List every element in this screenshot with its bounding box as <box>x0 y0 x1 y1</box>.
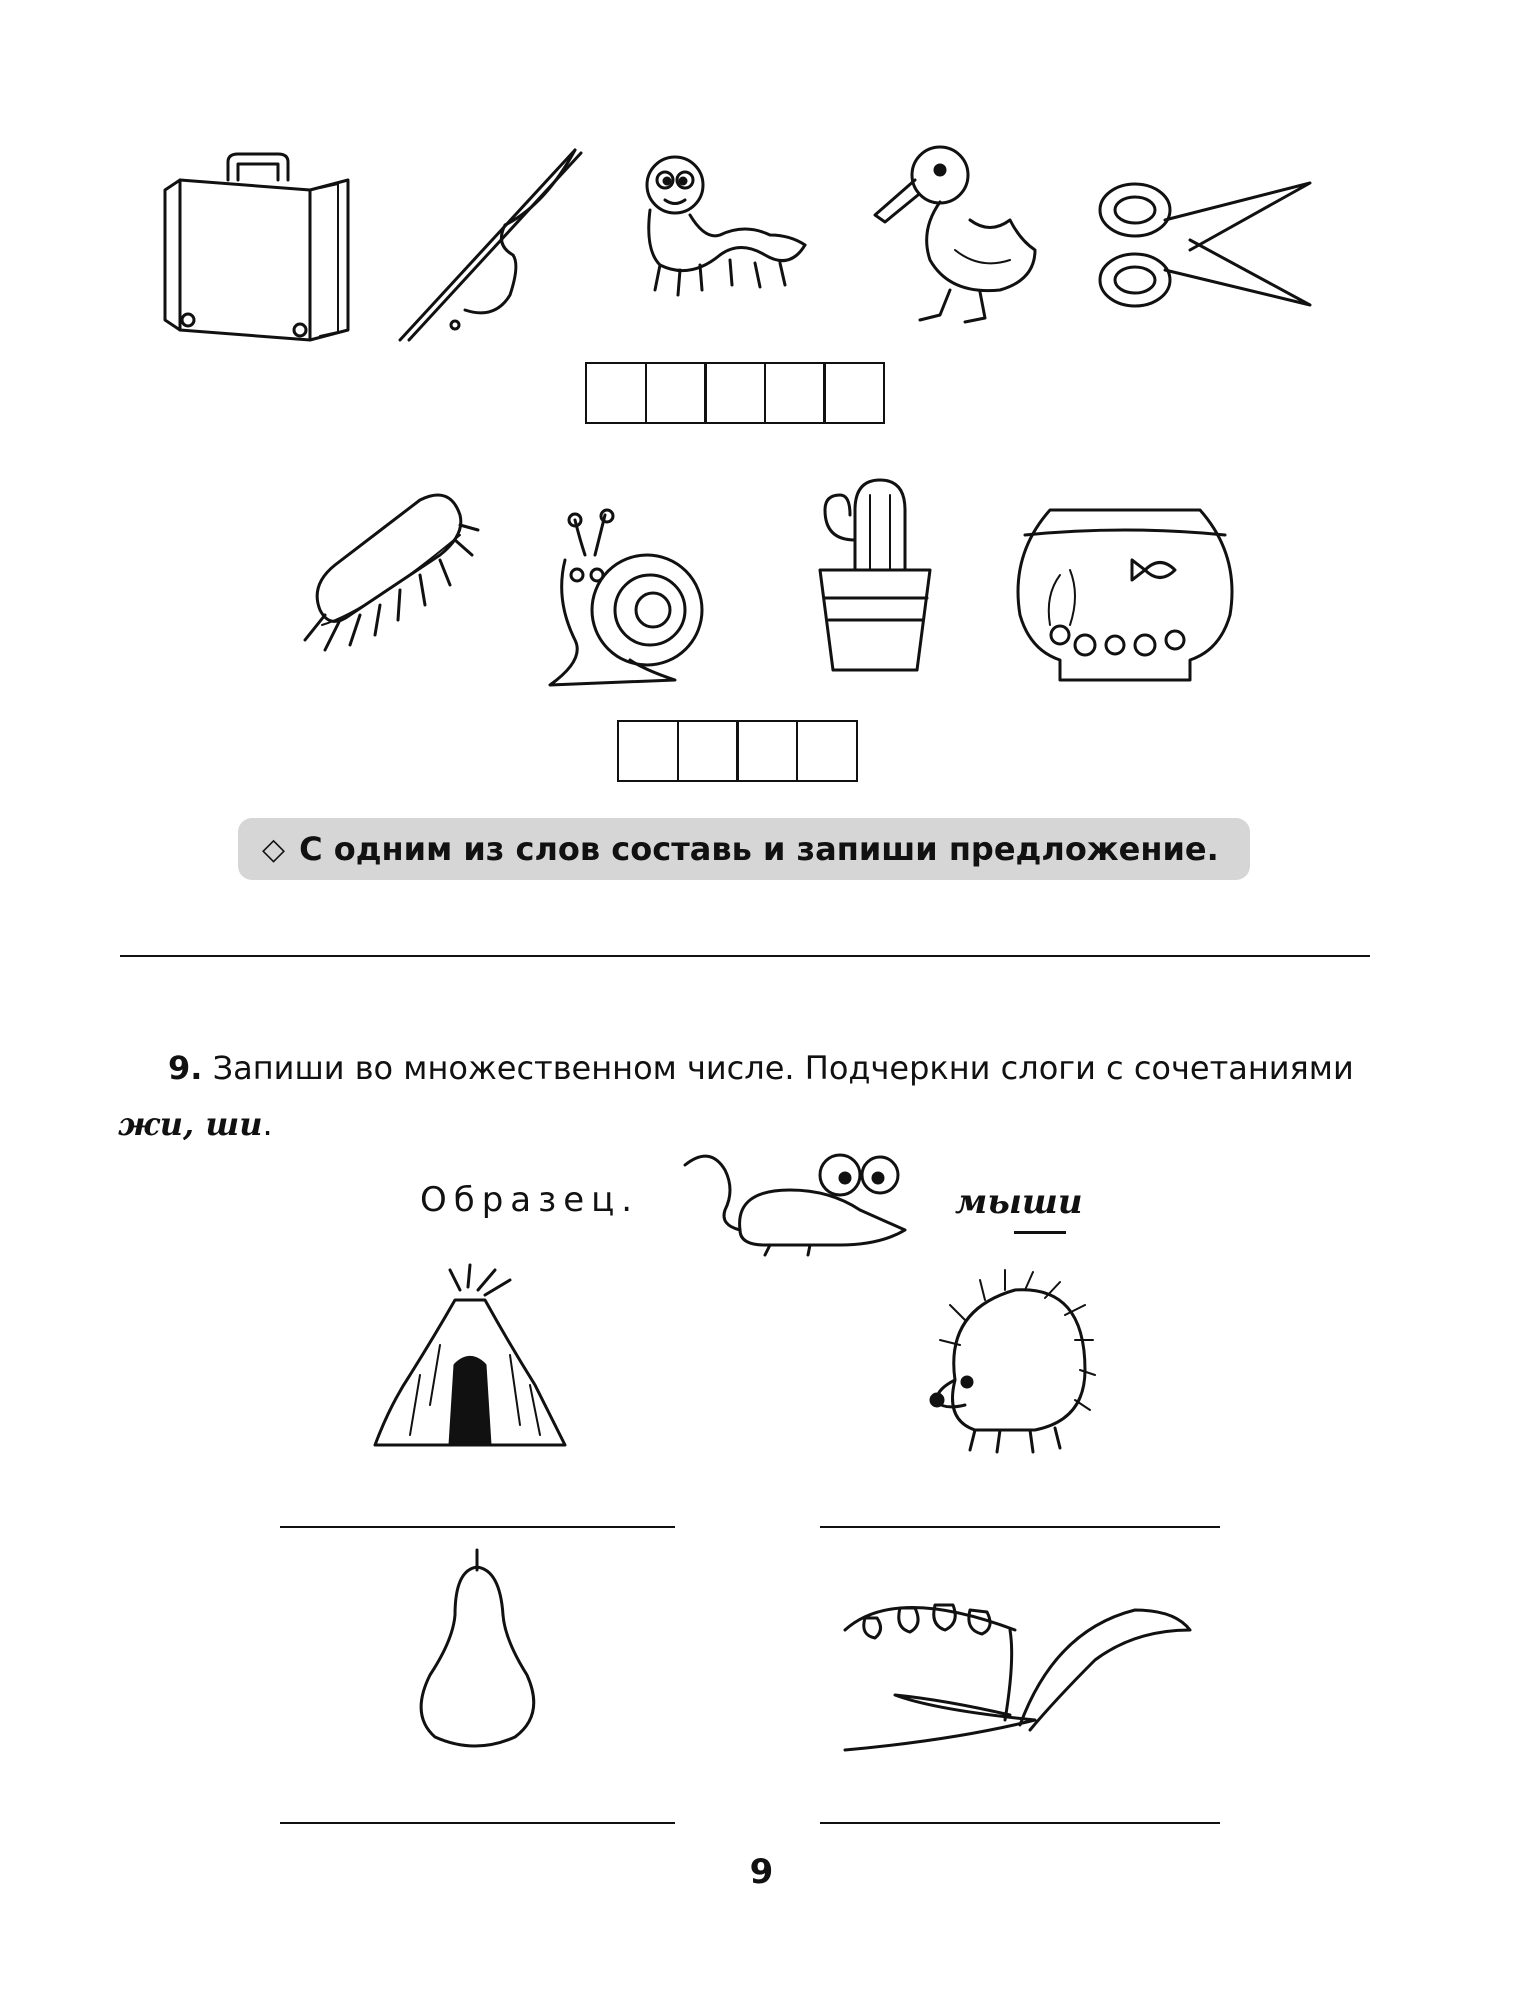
sample-word: мыши <box>955 1182 1083 1222</box>
cactus-icon <box>805 470 940 670</box>
answer-line-lily[interactable] <box>820 1822 1220 1824</box>
letter-box[interactable] <box>677 720 739 782</box>
letter-box[interactable] <box>617 720 679 782</box>
hedgehog-icon <box>925 1270 1095 1460</box>
answer-line-hedgehog[interactable] <box>820 1526 1220 1528</box>
lily-of-the-valley-icon <box>835 1590 1195 1760</box>
task-text: Запиши во множественном числе. Подчеркни слоги с сочетаниями <box>202 1049 1354 1087</box>
letter-box[interactable] <box>645 362 707 424</box>
answer-line-pear[interactable] <box>280 1822 675 1824</box>
suitcase-icon <box>160 150 355 345</box>
answer-line-hut[interactable] <box>280 1526 675 1528</box>
task-number: 9. <box>168 1049 203 1087</box>
instruction-banner <box>238 818 1250 880</box>
aquarium-icon <box>1010 495 1240 685</box>
letter-box[interactable] <box>764 362 826 424</box>
letter-box[interactable] <box>585 362 647 424</box>
answer-boxes-row1[interactable] <box>585 362 885 424</box>
syllable-forms: жи, ши <box>118 1105 263 1143</box>
syllable-underline <box>1014 1231 1066 1234</box>
letter-box[interactable] <box>704 362 766 424</box>
fishing-rod-icon <box>395 145 585 345</box>
mouse-icon <box>680 1150 920 1255</box>
sentence-answer-line[interactable] <box>120 955 1370 957</box>
hut-icon <box>370 1265 570 1455</box>
banner-text: С одним из слов составь и запиши предложение. <box>299 830 1219 868</box>
task-9-instruction <box>118 1040 1378 1152</box>
brush-icon <box>300 490 480 660</box>
scissors-icon <box>1090 175 1315 315</box>
diamond-icon: ◇ <box>262 831 286 867</box>
duck-icon <box>870 140 1045 325</box>
page-number: 9 <box>749 1852 774 1892</box>
letter-box[interactable] <box>823 362 885 424</box>
caterpillar-icon <box>620 145 820 305</box>
task-end: . <box>262 1105 273 1143</box>
snail-icon <box>535 510 710 690</box>
letter-box[interactable] <box>796 720 858 782</box>
answer-boxes-row2[interactable] <box>617 720 858 782</box>
letter-box[interactable] <box>736 720 798 782</box>
pear-icon <box>405 1545 550 1750</box>
sample-label: Образец. <box>420 1180 640 1220</box>
